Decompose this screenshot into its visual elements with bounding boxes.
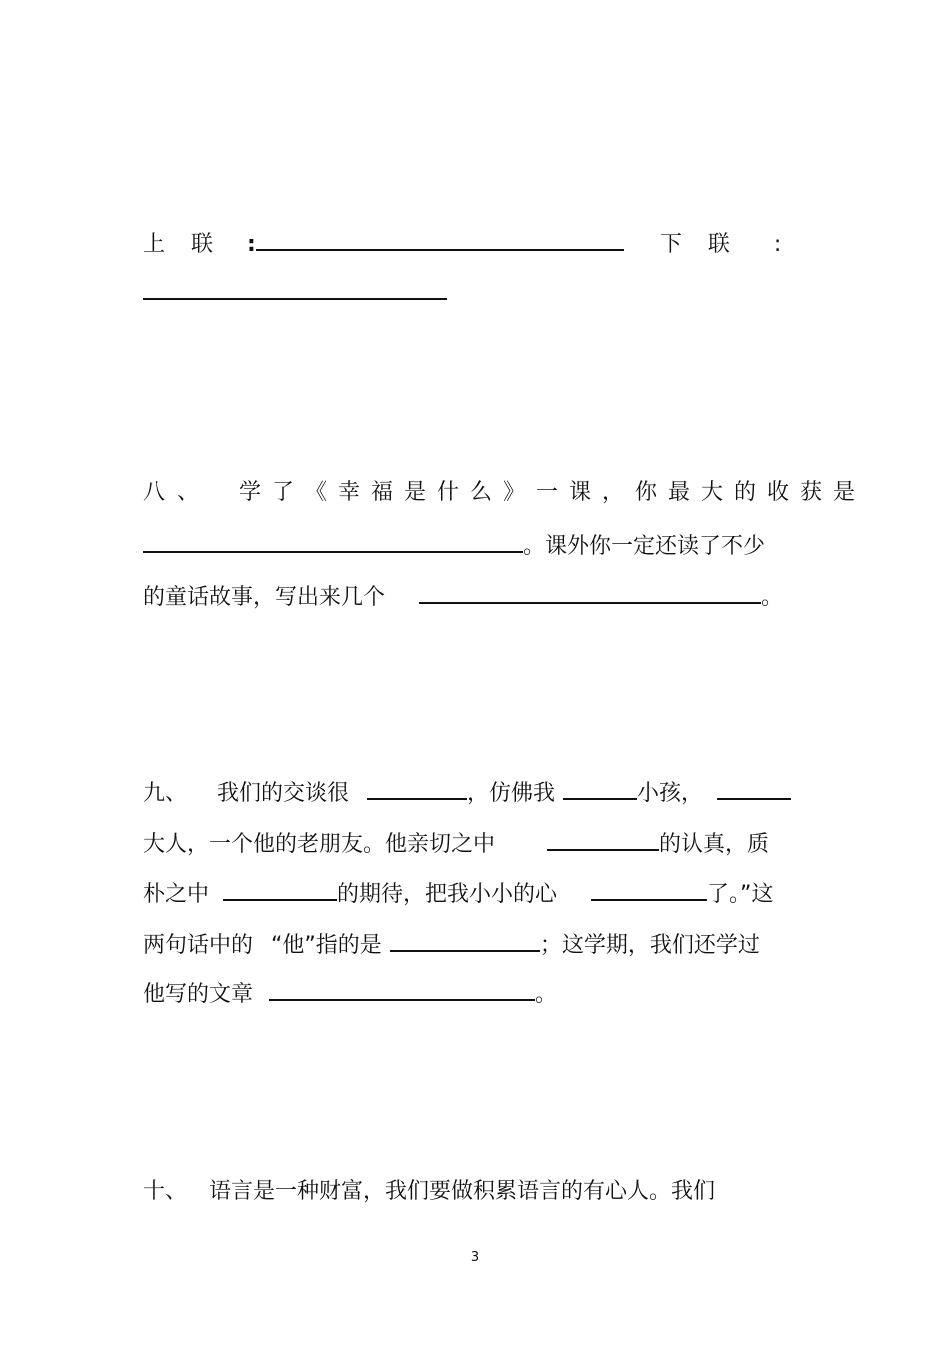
q9-blank-6[interactable] — [591, 877, 707, 901]
q9-text-4c: ；这学期，我们还学过 — [539, 933, 760, 958]
lower-couplet-label: 下联 — [659, 232, 756, 257]
q9-blank-3[interactable] — [717, 776, 791, 800]
q10-line-1 — [143, 1177, 715, 1207]
q9-text-5b: 。 — [535, 982, 558, 1007]
q9-text-5a: 他写的文章 — [143, 982, 254, 1007]
q9-blank-4[interactable] — [547, 827, 659, 851]
lower-couplet-answer-line — [143, 276, 447, 309]
lower-couplet-colon: : — [773, 232, 782, 257]
upper-couplet-colon: : — [247, 232, 256, 257]
q8-harvest-blank[interactable] — [143, 529, 523, 553]
q9-text-2a: 大人，一个他的老朋友。他亲切之中 — [143, 832, 496, 857]
q10-text-1: 语言是一种财富，我们要做积累语言的有心人。我们 — [209, 1179, 716, 1204]
q9-blank-8[interactable] — [269, 977, 535, 1001]
q9-line-3 — [143, 877, 773, 910]
q9-text-1a: 我们的交谈很 — [217, 781, 350, 806]
upper-couplet-blank[interactable] — [256, 227, 624, 251]
q9-text-4b: “他”指的是 — [271, 933, 382, 958]
q8-text-4: 。 — [761, 585, 784, 610]
q8-text-2: 。课外你一定还读了不少 — [523, 534, 766, 559]
q9-text-1c: 小孩， — [637, 781, 704, 806]
q9-blank-5[interactable] — [223, 877, 337, 901]
q9-text-3b: 的期待，把我小小的心 — [337, 882, 558, 907]
q9-text-3c: 了。”这 — [707, 882, 774, 907]
lower-couplet-blank[interactable] — [143, 276, 447, 300]
q9-line-5 — [143, 977, 557, 1010]
upper-couplet-label: 上联 — [143, 232, 240, 257]
page-number: 3 — [470, 1250, 480, 1265]
q8-text-3: 的童话故事，写出来几个 — [143, 585, 386, 610]
q9-text-1b: ，仿佛我 — [467, 781, 556, 806]
q8-text-1: 学了《幸福是什么》一课，你最大的收获是 — [239, 480, 867, 505]
q9-blank-1[interactable] — [367, 776, 467, 800]
q8-line-3 — [143, 580, 783, 613]
q9-blank-7[interactable] — [390, 928, 540, 952]
q8-stories-blank[interactable] — [419, 580, 761, 604]
couplet-line — [143, 227, 781, 260]
q9-number: 九、 — [143, 781, 188, 806]
q8-line-1 — [143, 478, 866, 508]
q9-line-2 — [143, 827, 769, 860]
q9-text-2b: 的认真，质 — [659, 832, 770, 857]
q9-text-4a: 两句话中的 — [143, 933, 254, 958]
q9-blank-2[interactable] — [563, 776, 637, 800]
q8-number: 八、 — [143, 480, 212, 505]
q10-number: 十、 — [143, 1179, 188, 1204]
q9-text-3a: 朴之中 — [143, 882, 210, 907]
q8-line-2 — [143, 529, 765, 562]
q9-line-4 — [143, 928, 760, 961]
q9-line-1 — [143, 776, 791, 809]
